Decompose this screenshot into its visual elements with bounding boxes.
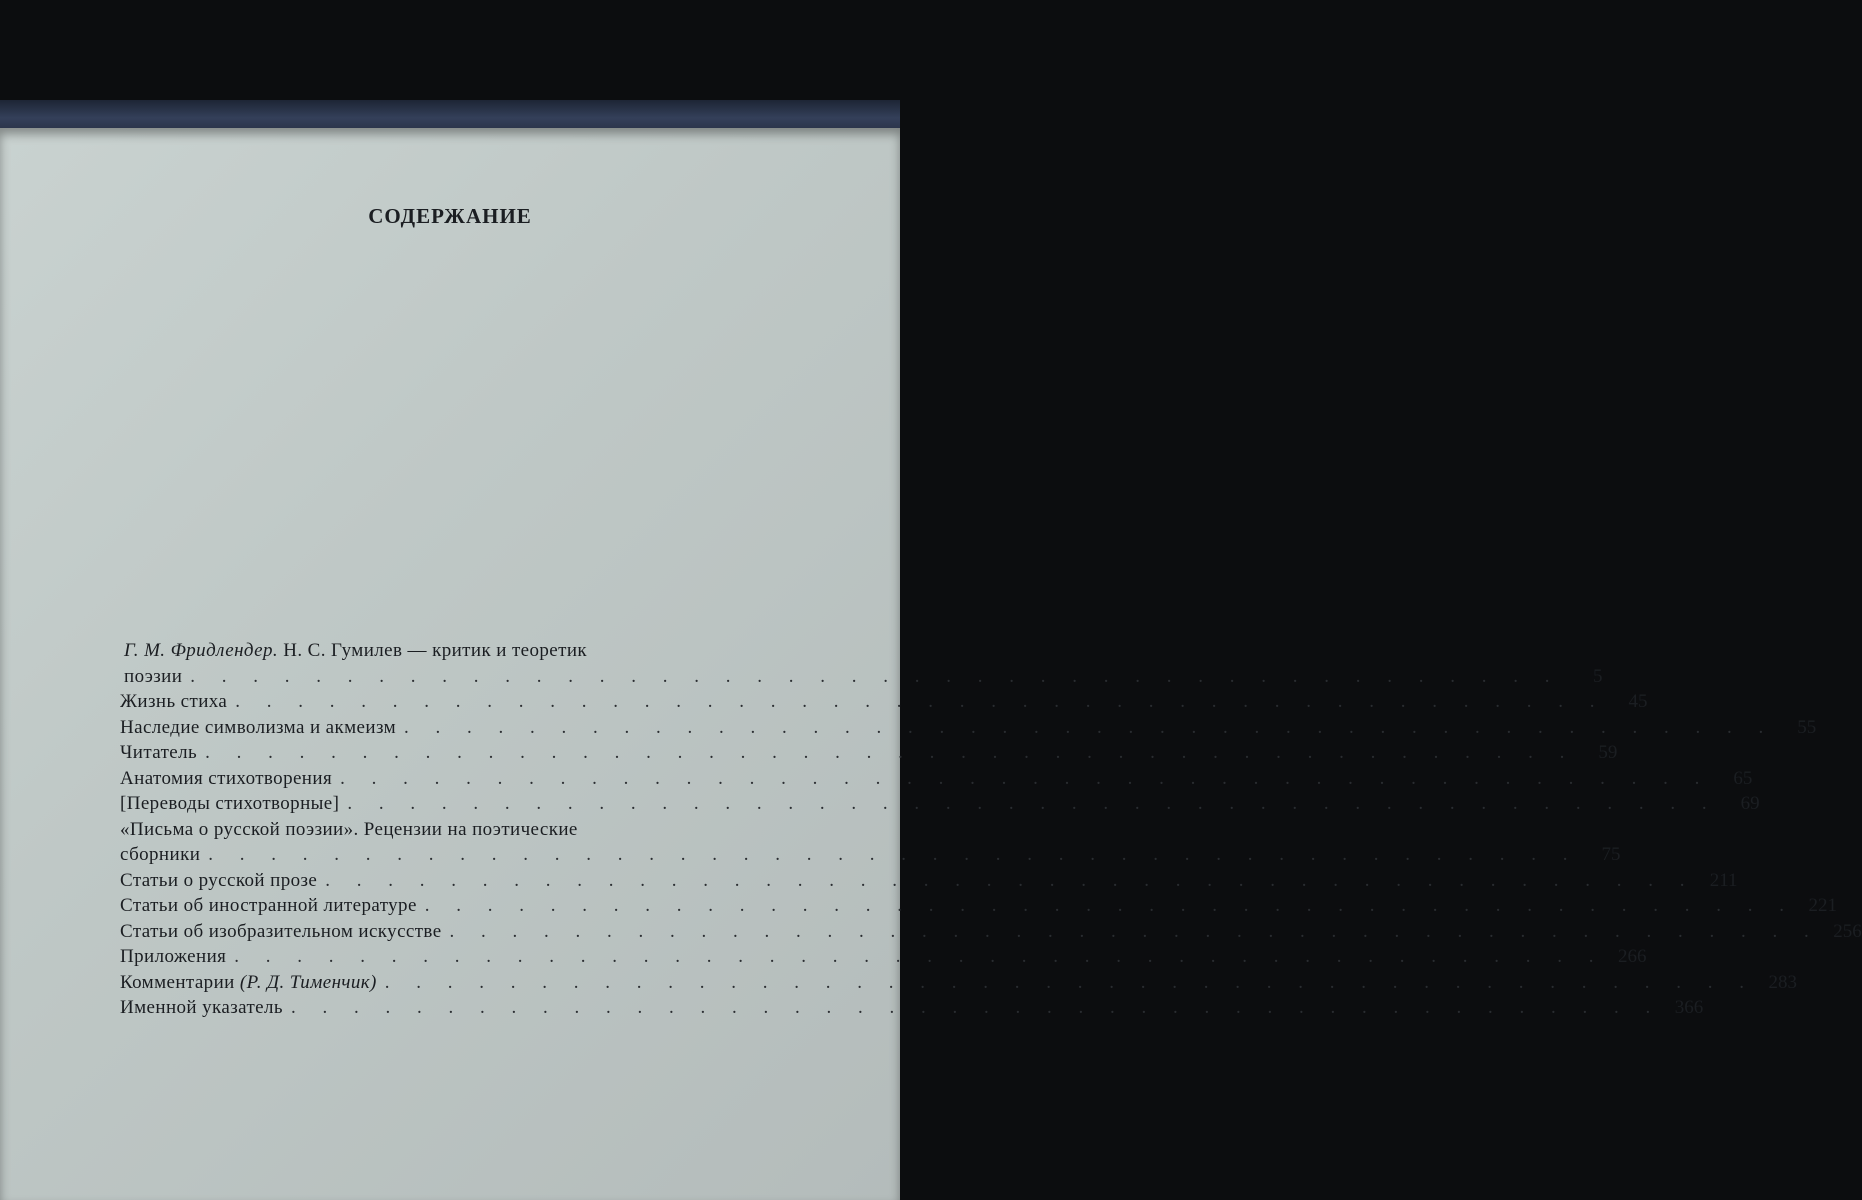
toc-leader-dots: . . . . . . . . . . . . . . . . . . . . . . . . . . . . . . . . . . . . . . . . . . . . — [325, 869, 1696, 891]
toc-entry-title: сборники — [120, 844, 201, 865]
toc-leader-dots: . . . . . . . . . . . . . . . . . . . . . . . . . . . . . . . . . . . . . . . . . . . . — [208, 844, 1579, 865]
toc-page-number: 69 — [1740, 793, 1760, 814]
toc-page-number: 5 — [1593, 665, 1603, 687]
toc-entry-continuation — [120, 842, 1621, 868]
toc-page-number: 65 — [1733, 767, 1753, 789]
toc-leader-dots: . . . . . . . . . . . . . . . . . . . . . . . . . . . . . . . . . . . . . . . . . . . . — [235, 691, 1606, 712]
page-title: СОДЕРЖАНИЕ — [368, 204, 532, 228]
toc-entry — [120, 995, 1704, 1021]
toc-page-number: 45 — [1628, 691, 1648, 712]
toc-entry — [120, 944, 1647, 970]
toc-entry-title: Г. М. Фридлендер. Н. С. Гумилев — критик и теоретик — [124, 640, 588, 661]
toc-entry-title: Комментарии (Р. Д. Тименчик) — [120, 971, 377, 993]
book-page — [0, 128, 1862, 1200]
toc-entry — [120, 817, 785, 843]
table-of-contents — [120, 638, 1862, 1021]
toc-page-number: 366 — [1674, 997, 1704, 1018]
toc-page-number: 266 — [1618, 946, 1647, 967]
toc-page-number: 55 — [1797, 716, 1817, 738]
toc-entry — [120, 740, 1618, 766]
toc-entry-title: Анатомия стихотворения — [120, 767, 333, 789]
toc-entry — [120, 791, 1760, 817]
toc-entry-title: «Письма о русской поэзии». Рецензии на поэтические — [120, 818, 578, 840]
toc-page-number: 283 — [1768, 971, 1798, 993]
toc-page-number: 59 — [1598, 742, 1618, 763]
toc-entry-author: (Р. Д. Тименчик) — [239, 971, 377, 993]
toc-leader-dots: . . . . . . . . . . . . . . . . . . . . . . . . . . . . . . . . . . . . . . . . . . . . — [234, 946, 1605, 967]
toc-entry — [120, 970, 1798, 996]
toc-entry-title: Читатель — [120, 742, 198, 763]
toc-page-number: 211 — [1709, 869, 1738, 891]
toc-entry — [120, 766, 1753, 792]
toc-page-number: 256 — [1833, 920, 1862, 942]
toc-entry-title: Жизнь стиха — [120, 691, 228, 712]
toc-entry — [120, 689, 1648, 715]
toc-entry-title: Статьи о русской прозе — [120, 869, 318, 891]
toc-leader-dots: . . . . . . . . . . . . . . . . . . . . . . . . . . . . . . . . . . . . . . . . . . . . — [190, 665, 1561, 687]
toc-entry-title: [Переводы стихотворные] — [120, 793, 340, 814]
toc-entry — [120, 638, 785, 664]
toc-leader-dots: . . . . . . . . . . . . . . . . . . . . . . . . . . . . . . . . . . . . . . . . . . . . — [290, 997, 1662, 1018]
toc-entry-title: Приложения — [120, 946, 227, 967]
toc-entry — [120, 893, 1838, 919]
toc-leader-dots: . . . . . . . . . . . . . . . . . . . . . . . . . . . . . . . . . . . . . . . . . . . . — [340, 767, 1711, 789]
toc-page-number: 221 — [1808, 895, 1838, 916]
toc-entry-continuation — [120, 664, 1603, 690]
toc-page-number: 75 — [1601, 844, 1621, 865]
toc-entry-title: Наследие символизма и акмеизм — [120, 716, 397, 738]
toc-leader-dots: . . . . . . . . . . . . . . . . . . . . . . . . . . . . . . . . . . . . . . . . . . . . — [449, 920, 1820, 942]
toc-entry-title: Статьи об иностранной литературе — [120, 895, 417, 916]
toc-entry — [120, 715, 1817, 741]
toc-leader-dots: . . . . . . . . . . . . . . . . . . . . . . . . . . . . . . . . . . . . . . . . . . . . — [205, 742, 1576, 763]
toc-entry-title: Статьи об изобразительном искусстве — [120, 920, 442, 942]
toc-leader-dots: . . . . . . . . . . . . . . . . . . . . . . . . . . . . . . . . . . . . . . . . . . . . — [424, 895, 1796, 916]
toc-entry-title: поэзии — [124, 665, 183, 687]
toc-leader-dots: . . . . . . . . . . . . . . . . . . . . . . . . . . . . . . . . . . . . . . . . . . . . — [347, 793, 1718, 814]
toc-entry — [120, 868, 1738, 894]
toc-leader-dots: . . . . . . . . . . . . . . . . . . . . . . . . . . . . . . . . . . . . . . . . . . . . — [404, 716, 1775, 738]
toc-entry-title: Именной указатель — [120, 997, 283, 1018]
toc-entry-author: Г. М. Фридлендер. — [124, 640, 279, 661]
toc-leader-dots: . . . . . . . . . . . . . . . . . . . . . . . . . . . . . . . . . . . . . . . . . . . . — [384, 971, 1756, 993]
toc-entry — [120, 919, 1862, 945]
